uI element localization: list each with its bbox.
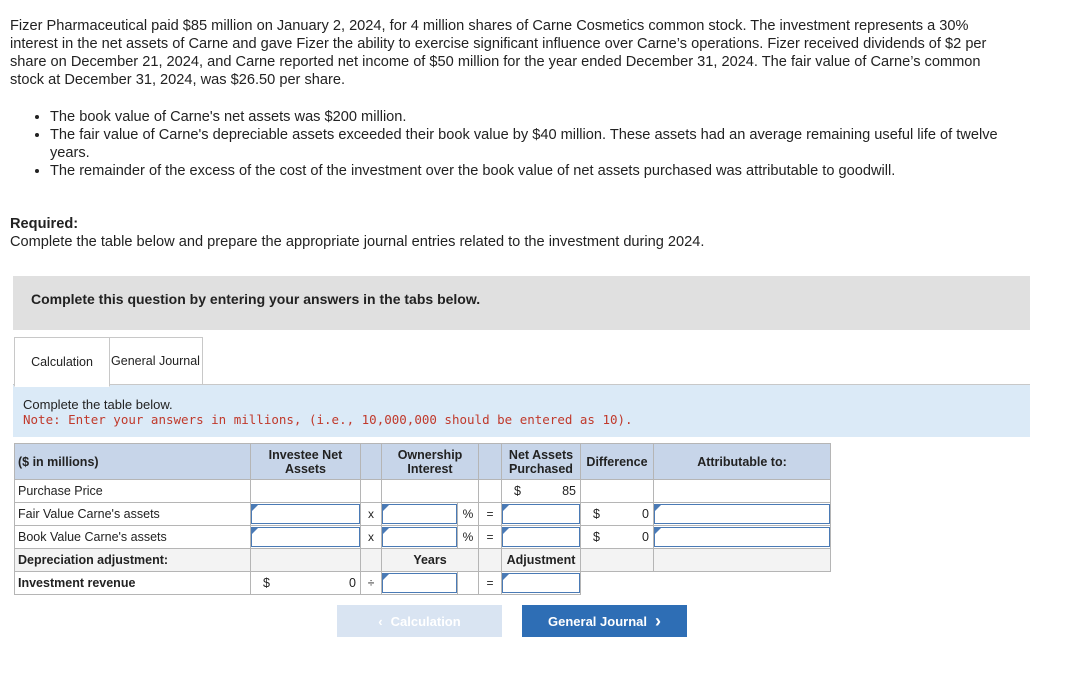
col-header-op2 — [479, 444, 502, 480]
adjustment-input[interactable] — [502, 573, 580, 593]
chevron-right-icon: › — [654, 610, 661, 631]
instructions-banner — [13, 276, 1030, 330]
empty-cell — [251, 480, 361, 503]
row-label-book-value: Book Value Carne's assets — [15, 526, 251, 549]
input-cell — [502, 503, 581, 526]
fv-net-assets-input[interactable] — [502, 504, 580, 524]
empty-cell — [581, 572, 654, 595]
tab-instructions — [13, 384, 1030, 437]
empty-cell — [458, 572, 479, 595]
row-label-investment-revenue: Investment revenue — [15, 572, 251, 595]
instruction-note: Note: Enter your answers in millions, (i.e., 10,000,000 should be entered as 10). — [23, 412, 633, 427]
adjustment-label: Adjustment — [502, 549, 581, 572]
table-row — [15, 572, 831, 595]
dollar-sign: $ — [593, 530, 600, 544]
fv-attributable-input[interactable] — [654, 504, 830, 524]
tab-calculation[interactable]: Calculation — [14, 337, 110, 387]
empty-cell — [581, 549, 654, 572]
table-row — [15, 526, 831, 549]
next-button-label: General Journal — [548, 613, 647, 629]
equals-sign: = — [479, 526, 502, 549]
years-label: Years — [382, 549, 479, 572]
fv-difference-cell — [581, 503, 654, 526]
col-header-label: ($ in millions) — [15, 444, 251, 480]
fv-investee-input[interactable] — [251, 504, 360, 524]
fact-item: • The remainder of the excess of the cost of the investment over the book value of net assets purchased was attributable to goodwill. — [50, 162, 1010, 180]
col-header-ownership: Ownership Interest — [382, 444, 479, 480]
col-header-attributable: Attributable to: — [654, 444, 831, 480]
bv-ownership-input[interactable] — [382, 527, 457, 547]
input-cell — [382, 572, 458, 595]
empty-cell — [479, 480, 502, 503]
purchase-price-cell — [502, 480, 581, 503]
empty-cell — [382, 480, 479, 503]
empty-cell — [361, 480, 382, 503]
dollar-sign: $ — [263, 576, 270, 590]
banner-text: Complete this question by entering your answers in the tabs below. — [31, 291, 481, 307]
empty-cell — [654, 480, 831, 503]
input-cell — [251, 526, 361, 549]
input-cell — [502, 572, 581, 595]
equals-sign: = — [479, 572, 502, 595]
facts-list — [10, 108, 1010, 180]
col-header-difference: Difference — [581, 444, 654, 480]
bv-attributable-input[interactable] — [654, 527, 830, 547]
input-cell — [502, 526, 581, 549]
empty-cell — [581, 480, 654, 503]
row-label-fair-value: Fair Value Carne's assets — [15, 503, 251, 526]
bv-difference-value: 0 — [642, 530, 649, 544]
calculation-table — [14, 443, 831, 595]
purchase-price-value: 85 — [562, 484, 576, 498]
years-input[interactable] — [382, 573, 457, 593]
fv-ownership-input[interactable] — [382, 504, 457, 524]
input-cell — [251, 503, 361, 526]
table-header-row — [15, 444, 831, 480]
instruction-line: Complete the table below. — [23, 397, 173, 412]
times-sign: x — [361, 503, 382, 526]
equals-sign: = — [479, 503, 502, 526]
fv-difference-value: 0 — [642, 507, 649, 521]
empty-cell — [654, 572, 831, 595]
table-row — [15, 503, 831, 526]
problem-statement — [10, 17, 1010, 180]
prev-tab-button[interactable] — [337, 605, 502, 637]
input-cell — [382, 526, 458, 549]
col-header-op1 — [361, 444, 382, 480]
percent-sign: % — [458, 526, 479, 549]
input-cell — [654, 526, 831, 549]
required-text: Complete the table below and prepare the appropriate journal entries related to the investment during 2024. — [10, 234, 705, 250]
tab-general-journal[interactable]: General Journal — [108, 337, 203, 386]
table-row — [15, 549, 831, 572]
row-label-purchase-price: Purchase Price — [15, 480, 251, 503]
prev-button-label: Calculation — [390, 613, 461, 629]
bv-investee-input[interactable] — [251, 527, 360, 547]
next-tab-button[interactable] — [522, 605, 687, 637]
required-title: Required: — [10, 216, 79, 232]
times-sign: x — [361, 526, 382, 549]
bv-difference-cell — [581, 526, 654, 549]
divide-sign: ÷ — [361, 572, 382, 595]
revenue-amount-cell — [251, 572, 361, 595]
revenue-amount-value: 0 — [349, 576, 356, 590]
bv-net-assets-input[interactable] — [502, 527, 580, 547]
col-header-investee: Investee Net Assets — [251, 444, 361, 480]
dollar-sign: $ — [593, 507, 600, 521]
percent-sign: % — [458, 503, 479, 526]
empty-cell — [479, 549, 502, 572]
empty-cell — [654, 549, 831, 572]
input-cell — [654, 503, 831, 526]
chevron-left-icon: ‹ — [378, 613, 383, 629]
fact-item: • The fair value of Carne's depreciable assets exceeded their book value by $40 million. These assets had an average remaining useful life of twelve years. — [50, 126, 1010, 162]
row-label-depreciation: Depreciation adjustment: — [15, 549, 251, 572]
dollar-sign: $ — [514, 484, 521, 498]
fact-item: • The book value of Carne's net assets was $200 million. — [50, 108, 1010, 126]
table-row — [15, 480, 831, 503]
empty-cell — [361, 549, 382, 572]
problem-paragraph: Fizer Pharmaceutical paid $85 million on January 2, 2024, for 4 million shares of Carne Cosmetics common stock. The investment represents a 30% interest in the net assets of Carne and gave Fizer the ability to exercise significant influence over Carne’s operations. Fizer received dividends of $2 per share on December 21, 2024, and Carne reported net income of $50 million for the year ended December 31, 2024. The fair value of Carne’s common stock at December 31, 2024, was $26.50 per share. — [10, 18, 987, 88]
empty-cell — [251, 549, 361, 572]
input-cell — [382, 503, 458, 526]
col-header-net-assets: Net Assets Purchased — [502, 444, 581, 480]
